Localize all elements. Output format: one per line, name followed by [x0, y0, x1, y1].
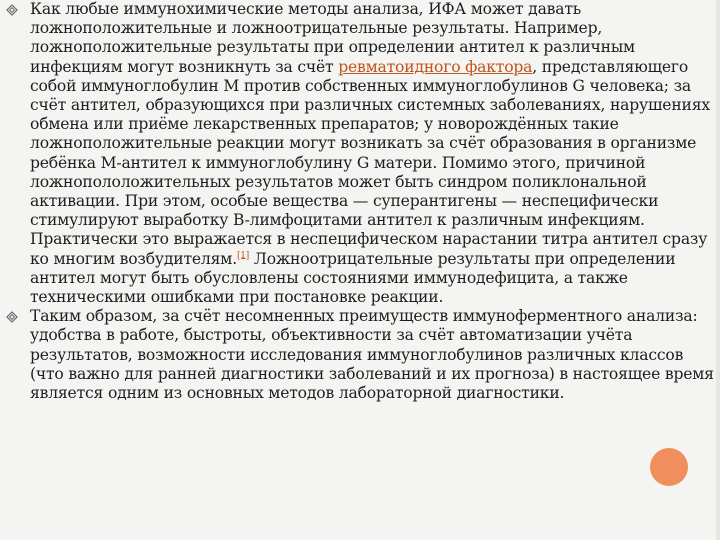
diamond-bullet-icon: [6, 311, 18, 323]
diamond-bullet-icon: [6, 4, 18, 16]
paragraph-1-text: [30, 0, 714, 307]
orange-circle-ornament: [650, 448, 688, 486]
bullet-paragraph-2: [6, 307, 714, 403]
paragraph-2-text: Таким образом, за счёт несомненных преимуществ иммуноферментного анализа: удобства в работе, быстроты, объективности за счёт автоматизации учёта результатов, возможности исследования иммуноглобулинов различных классов (что важно для ранней диагностики заболеваний и их прогноза) в настоящее время является одним из основных методов лабораторной диагностики.: [30, 307, 714, 403]
slide-content: [6, 0, 714, 403]
paragraph-1-part-2: , представляющего собой иммуноглобулин M против собственных иммуноглобулинов G человека; за счёт антител, образующихся при различных системных заболеваниях, нарушениях обмена или приёме лекарственных препаратов; у новорождённых такие ложноположительные реакции могут возникать за счёт образования в организме ребёнка M-антител к иммуноглобулину G матери. Помимо этого, причиной ложнопололожительных результатов может быть синдром поликлональной активации. При этом, особые вещества — суперантигены — неспецифически стимулируют выработку B-лимфоцитами антител к различным инфекциям. Практически это выражается в неспецифическом нарастании титра антител сразу ко многим возбудителям.: [30, 57, 710, 268]
bullet-paragraph-1: [6, 0, 714, 307]
paragraph-1-part-3: Ложноотрицательные результаты при определении антител могут быть обусловлены состояниями иммунодефицита, а также техническими ошибками при постановке реакции.: [30, 249, 676, 307]
rheumatoid-factor-link[interactable]: ревматоидного фактора: [338, 57, 533, 76]
slide-edge: [716, 0, 720, 540]
reference-link[interactable]: [1]: [236, 250, 250, 261]
paragraph-1-part-1: Как любые иммунохимические методы анализа, ИФА может давать ложноположительные и ложноотрицательные результаты. Например, ложноположительные результаты при определении антител к различным инфекциям могут возникнуть за счёт: [30, 0, 635, 76]
